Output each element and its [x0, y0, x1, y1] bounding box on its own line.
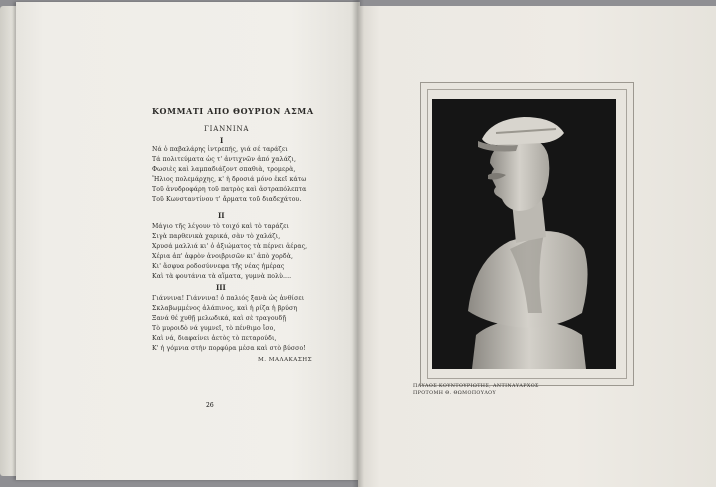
poem-line: Τὸ μυροιδὸ νά γυμνεῖ, τὸ πένθιμο ἴσο,	[152, 325, 276, 332]
poem-line: Ἥλιος πολεμάρχης, κ' ἡ δροσιά μόνο ἐκεῖ κάτω	[152, 176, 307, 183]
bust-illustration	[432, 99, 616, 369]
poem-line: Κ' ἡ γόμνια στὴν πορφύρα μέσα καὶ στὸ βύσσο!	[152, 345, 306, 352]
poem-line: Καὶ τὰ φουτάνια τὰ αἵματα, γυμνὰ πολὺ....	[152, 273, 292, 280]
poem-title: ΚΟΜΜΑΤΙ ΑΠΟ ΘΟΥΡΙΟΝ ΑΣΜΑ	[152, 106, 314, 116]
poem-line: Καὶ νά, διαφαίνει ἀετὸς τὸ πεταρούδι,	[152, 335, 277, 342]
poem-line: Κι' ἄσφυα ροδοσύννεφα τῆς νέας ἡμέρας	[152, 263, 285, 270]
section-numeral: II	[218, 211, 225, 220]
poem-line: Σκλαβωμμένος ἀλάπινος, καὶ ἡ ρίζα ἡ βρύση	[152, 305, 298, 312]
poem-line: Φωσιὲς καὶ λαμπαδιάζοντ σπαθιὰ, τρομερὰ,	[152, 166, 296, 173]
poem-line: Σιγὰ παρθενικὰ χαρικά, σὰν τὸ χαλάζι,	[152, 233, 281, 240]
poem-line: Τά πολιτεύματα ὡς τ' ἀντιχνῶν ἀπό χαλάζι,	[152, 156, 297, 163]
poem-subtitle: ΓΙΑΝΝΙΝΑ	[204, 125, 250, 133]
book-spine-shadow	[352, 0, 364, 487]
page-number: 26	[206, 402, 214, 409]
section-numeral: III	[216, 283, 226, 292]
photo-caption-sculptor: ΠΡΟΤΟΜΗ Θ. ΘΩΜΟΠΟΥΛΟΥ	[413, 391, 497, 396]
poem-line: Ξανά θέ χυθῇ μελωδικά, καὶ σὲ τραγουδῇ	[152, 315, 287, 322]
poem-line: Χέρια ἀπ' ἀφρὸν ἀνοιβρισῶν κι' ἀπὸ χορδὰ,	[152, 253, 294, 260]
poem-signature: Μ. ΜΑΛΑΚΑΣΗΣ	[258, 357, 313, 363]
poem-line: Νά ὁ παβαλάρης ἰντρεπής, γιά σέ ταράζει	[152, 146, 288, 153]
poem-line: Τοῦ Κωνσταντίνου τ' ἄρματα τοῦ διαδεχάτου.	[152, 196, 302, 203]
poem-line: Χρυσά μαλλιά κι' ὁ ἀξιώματος τὰ πέρνει ἀέρας,	[152, 243, 308, 250]
poem-line: Γιάννινα! Γιάννινα! ὁ παλιός ξανὰ ὡς ἀνθίσει	[152, 295, 305, 302]
left-page	[16, 2, 360, 480]
poem-line: Τοῦ ἀνυδροφάρη τοῦ πατρὸς καὶ ἀστραπόλεπτα	[152, 186, 307, 193]
poem-line: Μάγιο τῆς λέγουν τὸ τοιχό καὶ τὸ ταράζει	[152, 223, 290, 230]
section-numeral: I	[220, 136, 224, 145]
bust-photograph	[432, 99, 616, 369]
photo-caption-name: ΠΑΥΛΟΣ ΚΟΥΝΤΟΥΡΙΩΤΗΣ, ΑΝΤΙΝΑΥΑΡΧΟΣ	[413, 384, 539, 389]
